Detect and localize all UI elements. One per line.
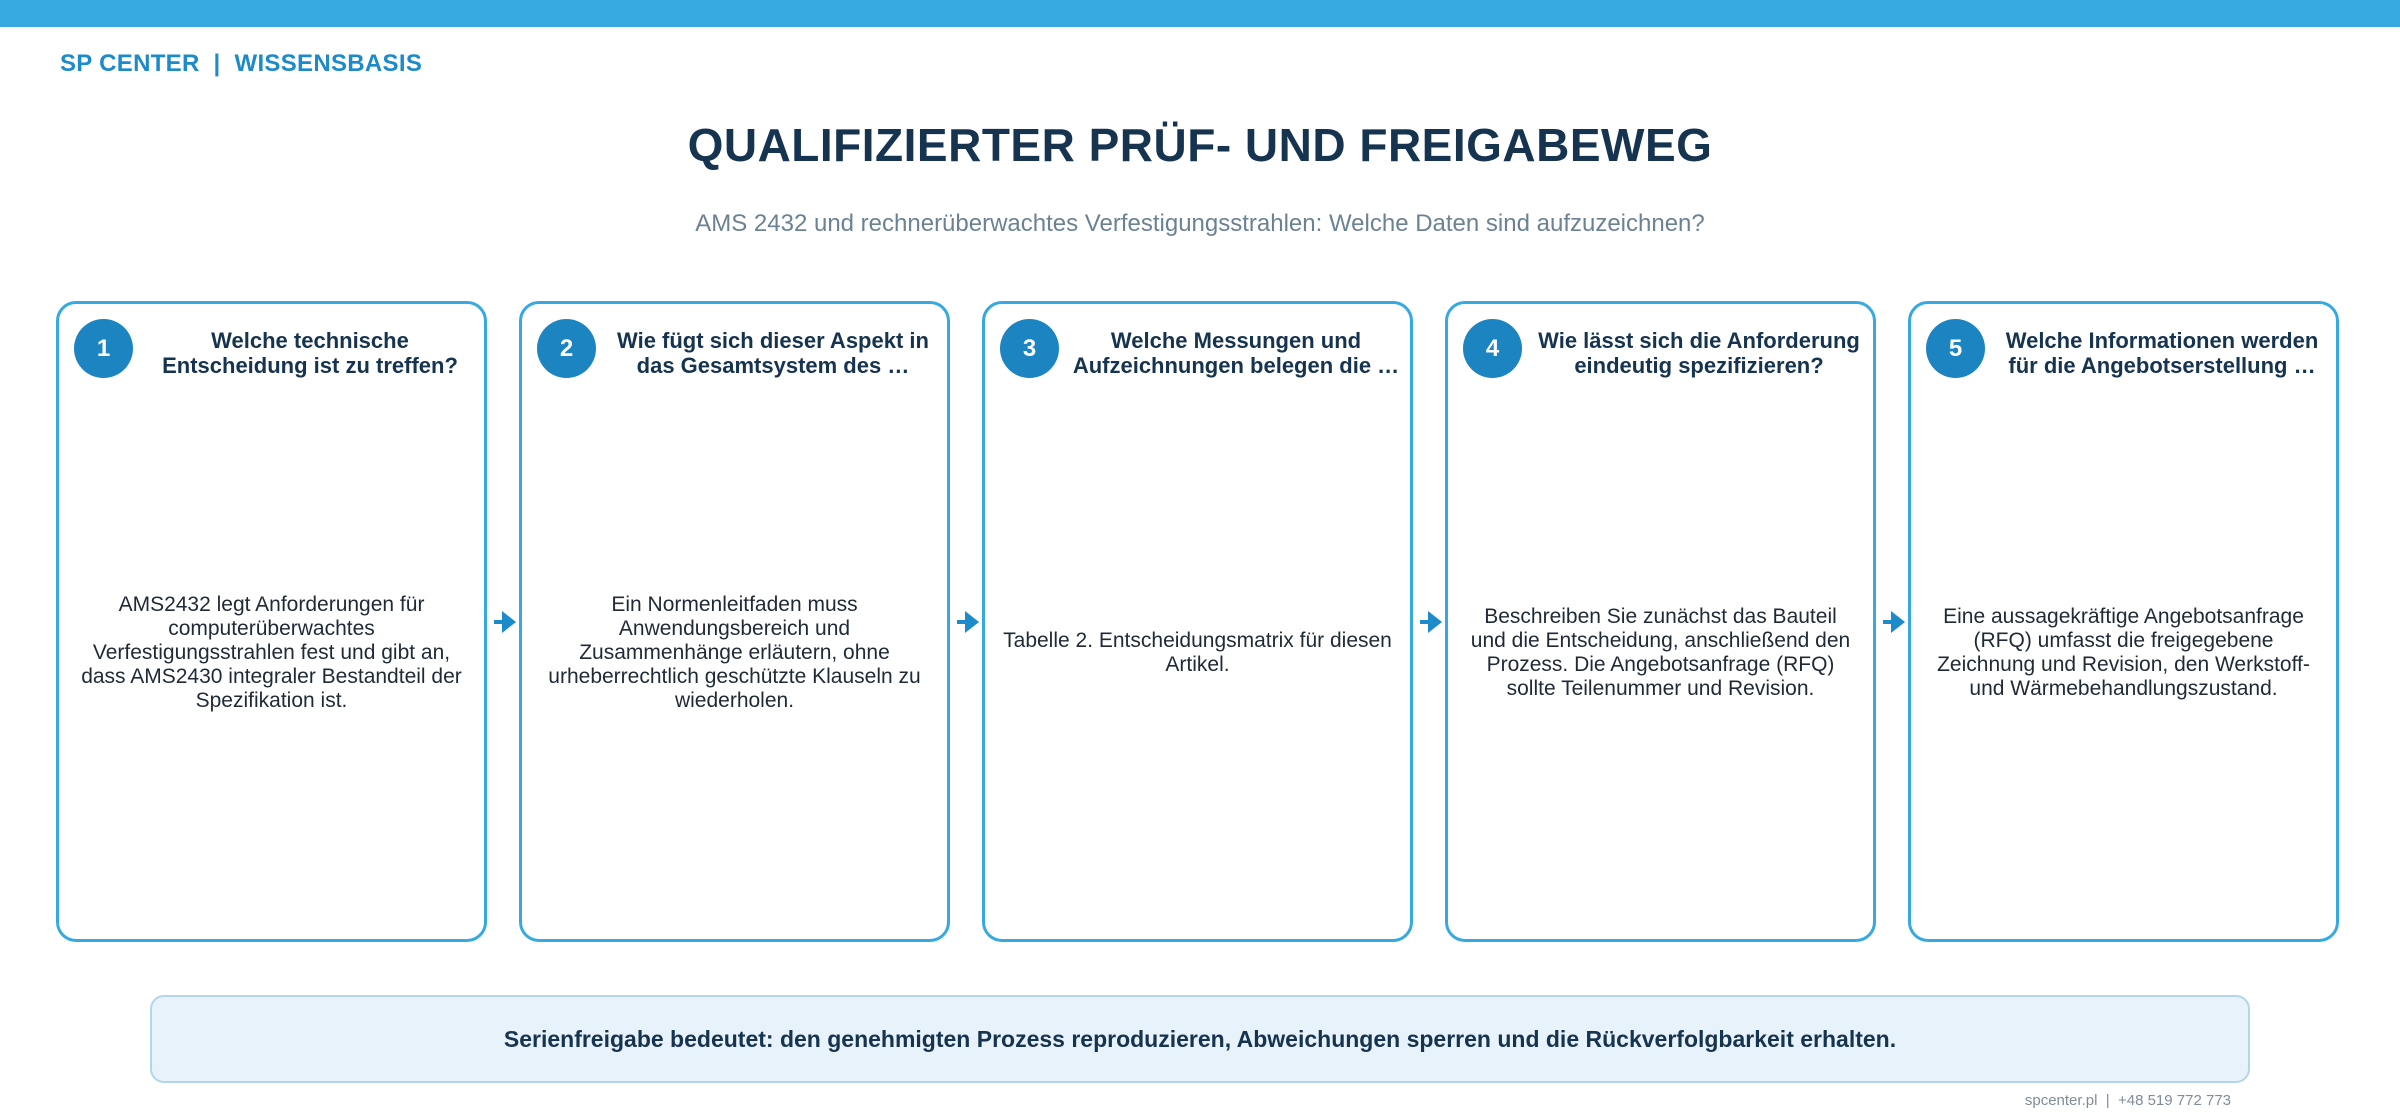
step-title: Welche Informationen werden für die Angebotserstellung …	[2005, 328, 2319, 378]
arrow-right-icon	[1428, 611, 1442, 633]
step-title: Welche technische Entscheidung ist zu treffen?	[162, 328, 458, 378]
step-body-text: Tabelle 2. Entscheidungsmatrix für diesen Artikel.	[1003, 628, 1392, 676]
step-card-2	[519, 301, 950, 942]
top-accent-bar	[0, 0, 2400, 27]
step-title: Welche Messungen und Aufzeichnungen belegen die …	[1072, 328, 1400, 378]
step-body-text: Eine aussagekräftige Angebotsanfrage (RFQ) umfasst die freigegebene Zeichnung und Revision, den Werkstoff- und Wärmebehandlungszustand.	[1937, 604, 2310, 700]
step-number-badge: 3	[1000, 319, 1059, 378]
step-body	[1003, 396, 1392, 909]
step-number-badge: 4	[1463, 319, 1522, 378]
summary-callout	[150, 995, 2250, 1083]
step-body-text: Beschreiben Sie zunächst das Bauteil und die Entscheidung, anschließend den Prozess. Die Angebotsanfrage (RFQ) sollte Teilenummer und Revision.	[1470, 604, 1851, 700]
step-title: Wie lässt sich die Anforderung eindeutig spezifizieren?	[1538, 328, 1860, 378]
step-number-badge: 1	[74, 319, 133, 378]
arrow-right-icon	[502, 611, 516, 633]
step-title: Wie fügt sich dieser Aspekt in das Gesamtsystem des …	[617, 328, 929, 378]
step-card-4	[1445, 301, 1876, 942]
step-card-3	[982, 301, 1413, 942]
summary-callout-text: Serienfreigabe bedeutet: den genehmigten Prozess reproduzieren, Abweichungen sperren und die Rückverfolgbarkeit erhalten.	[503, 1025, 1897, 1052]
brand-header: SP CENTER | WISSENSBASIS	[60, 50, 423, 77]
step-body	[1929, 396, 2318, 909]
step-body	[77, 396, 466, 909]
footer-contact: spcenter.pl | +48 519 772 773	[2024, 1092, 2231, 1109]
page-subtitle: AMS 2432 und rechnerüberwachtes Verfestigungsstrahlen: Welche Daten sind aufzuzeichnen?	[695, 210, 1705, 237]
arrow-right-icon	[1891, 611, 1905, 633]
step-card-5	[1908, 301, 2339, 942]
step-body-text: Ein Normenleitfaden muss Anwendungsbereich und Zusammenhänge erläutern, ohne urheberrechtlich geschützte Klauseln zu wiederholen.	[548, 592, 921, 712]
page-title: QUALIFIZIERTER PRÜF- UND FREIGABEWEG	[687, 119, 1713, 171]
step-number-badge: 5	[1926, 319, 1985, 378]
step-number-badge: 2	[537, 319, 596, 378]
step-body-text: AMS2432 legt Anforderungen für computerüberwachtes Verfestigungsstrahlen fest und gibt an, dass AMS2430 integraler Bestandteil der Spezifikation ist.	[81, 592, 462, 712]
arrow-right-icon	[965, 611, 979, 633]
step-body	[1466, 396, 1855, 909]
step-body	[540, 396, 929, 909]
step-card-1	[56, 301, 487, 942]
